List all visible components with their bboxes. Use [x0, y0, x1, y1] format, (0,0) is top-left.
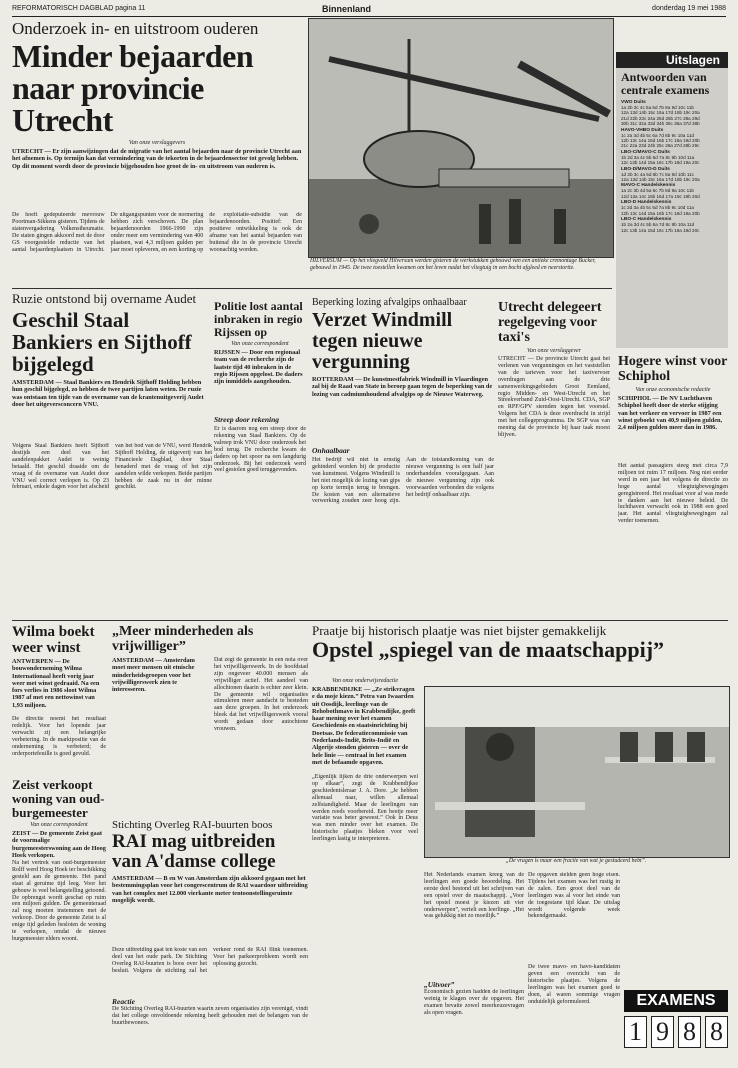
- lead-intro: UTRECHT — Er zijn aanwijzingen dat de migratie van het aantal bejaarden naar de provincie Utrecht aan het afnemen is. Op termijn kan dat vermindering van de tekorten in de bejaardensector tot gevolg hebben. Op dit moment wordt door de provincie bijgehouden hoe groot de in- en uitstroom van ouderen is.: [12, 148, 302, 170]
- exam-answer-line: 12c 13b 14a 15d 16c 17b 18a 19d 20c: [621, 227, 700, 233]
- plaatje-col3: [528, 872, 620, 1024]
- lead-body: De hoeft gedeputeerde mevrouw Poortman-Sikkens gisteren. Tijdens de statenvergadering Volkenstheumatie. De staten gingen akkoord met de door GS voorgestelde reductie van het aantal bejaardenplaatsen in Utrecht. De uitgangspunten voor de normering hebben zich verschoven. De plan bejaardenoorden 1966-1990 zijn onder meer een vermindering van 400 plaatsen, wat 4,3 miljoen gulden per jaar moet opleveren, en een korting op de exploitatie-subsidie van de bejaardenoorden. Positief: Een positieve ontwikkeling is ook de afname van het aantal bejaarden van buitenaf die in de provincie Utrecht woonachtig worden.: [12, 212, 302, 253]
- plaatje-lead: KRABBENDIJKE — „Ze strikvragen e da moje kiezn.” Petra van Iwaarden uit Oosdijk, leerlinge van de Rehobothmavo in Krabbendijke, geeft haar mening over het examen Geschiedenis en staatsinrichting bij Doetsas. De federatiecommissie van Nederlands-Indië, Brits-Indië en Algerije stonden gisteren — over de hele linie — centraal in het examen met de befaamde opgaven.: [312, 686, 416, 766]
- exam-title: Antwoorden van centrale examens: [621, 70, 710, 97]
- rai-headline[interactable]: RAI mag uitbreiden van A'damse college: [112, 831, 276, 872]
- taxi-headline[interactable]: Utrecht delegeert regelgeving voor taxi's: [498, 300, 602, 345]
- vrijwilliger-body: Dat zegt de gemeente in een nota over het vrijwilligerswerk. In de hoofdstad zijn ongeveer 40.000 mensen als vrijwilliger actief. Het aandeel van allochtonen daarin is echter zeer klein. De gemeente wil organisaties stimuleren meer aandacht te besteden aan deze groepen. In het onderzoek bleek dat het vrijwilligerswerk vooral wordt gedaan door autochtone vrouwen.: [214, 657, 308, 733]
- schiphol-article: [618, 354, 728, 633]
- uitslagen-banner: Uitslagen: [616, 52, 728, 68]
- staal-kicker: Ruzie ontstond bij overname Audet: [12, 291, 197, 306]
- vrijwilliger-article: [112, 624, 308, 817]
- exam-answer-line: 1c 2a 3d 4b 5c 6a 7d 8b 9c 10a 11d: [621, 132, 694, 138]
- exam-answer-line: 21c 22a 23d 24b 25c 26a 27d 28b 29c: [621, 143, 700, 149]
- lead-kicker: Onderzoek in- en uitstroom ouderen: [12, 19, 259, 38]
- year-digit: 9: [651, 1016, 674, 1048]
- wilma-headline[interactable]: Wilma boekt weer winst: [12, 624, 95, 656]
- rai-body: Deze uitbreiding gaat ten koste van een deel van het oude park. De Stichting Overleg RAI-buurten is boos over het besluit. Volgens de stichting zal het verkeer rond de RAI flink toenemen. Voor het parkeerprobleem wordt een oplossing gezocht.: [112, 947, 308, 974]
- rijssen-article: [214, 300, 306, 566]
- rijssen-byline: Van onze correspondent: [231, 341, 289, 347]
- exam-section-title: LBO-D Handelskennis: [621, 200, 672, 206]
- staal-lead: AMSTERDAM — Staal Bankiers en Hendrik Sijthoff Holding hebben hun geschil bijgelegd, zo hebben de twee partijen laten weten. De ruzie was ontstaan ten tijde van de overname van de krantenuitgeverij Audet door het uitgeversconcern VNU.: [12, 379, 204, 408]
- vrijwilliger-lead: AMSTERDAM — Amsterdam moet meer mensen uit etnische minderheidsgroepen voor het vrijwilligerswerk zien te interesseren.: [112, 657, 195, 694]
- rai-lead: AMSTERDAM — B en W van Amsterdam zijn akkoord gegaan met het bestemmingsplan voor het congrescentrum de RAI waardoor uitbreiding van het complex met 12.000 vierkante meter tentoonstellingsruimte mogelijk wordt.: [112, 875, 308, 904]
- wilma-article: [12, 624, 106, 796]
- exam-answers: [621, 100, 723, 233]
- exam-section-title: HAVO-VHBO Duits: [621, 127, 664, 133]
- plaatje-col2: [424, 872, 524, 1029]
- exam-section-title: LBO-C Handelskennis: [621, 217, 672, 223]
- staal-headline[interactable]: Geschil Staal Bankiers en Sijthoff bijgelegd: [12, 308, 192, 376]
- schiphol-body: Het aantal passagiers steeg met circa 7,9 miljoen tot ruim 17 miljoen. Nog niet eerder werd in een jaar het volgens de directie zo hoge aantal vliegtuigbewegingen geregistreerd. Het resultaat voor af was mede te danken aan het nieuwe beleid. De luchthaven verwacht ook in 1988 een goed jaar. Het aantal vliegtuigbewegingen zal verder toenemen.: [618, 463, 728, 525]
- year-digit: 1: [624, 1016, 647, 1048]
- windmill-lead: ROTTERDAM — De kunstmestfabriek Windmill in Vlaardingen zal bij de Raad van State in beroep gaan tegen de beperking van de lozing van cadmiumhoudend afvalgips op de Nieuwe Waterweg.: [312, 376, 493, 398]
- schiphol-headline[interactable]: Hogere winst voor Schiphol: [618, 354, 728, 384]
- exam-hall-photo: [424, 686, 730, 858]
- exam-answer-line: 1c 2d 3a 4b 5c 6d 7a 8b 9c 10d 11a: [621, 205, 694, 211]
- rijssen-subhead: Streep door rekening: [214, 415, 280, 424]
- exam-section-title: LBO-D/MAVO-D Duits: [621, 166, 670, 172]
- exam-answer-line: 1a 2b 3c 4c 5a 6d 7b 8a 9d 10c 11b: [621, 105, 694, 110]
- year-digits: [624, 1016, 728, 1048]
- issue-date: donderdag 19 mei 1988: [652, 5, 726, 12]
- windmill-body: Het bedrijf wil niet in ernstig gehinderd worden bij de productie van kunstmest. Volgens Windmill is het niet mogelijk de lozing van gips op korte termijn terug te brengen. De kosten van een alternatieve verwerking zouden zeer hoog zijn. Aan de totstandkoming van de nieuwe vergunning is een half jaar onderhandelen voorafgegaan. Aan de nieuwe vergunning zijn ook voorwaarden verbonden die volgens het bedrijf onhaalbaar zijn.: [312, 457, 494, 505]
- schiphol-byline: Van onze economische redactie: [635, 387, 711, 393]
- examens-logo: [624, 990, 728, 1060]
- helicopter-illustration: [309, 19, 613, 257]
- taxi-byline: Van onze verslaggever: [527, 348, 581, 354]
- exam-answer-line: 1b 2d 3a 4c 5b 6d 7a 8c 9b 10d 11a: [621, 154, 695, 160]
- rijssen-lead: RIJSSEN — Door een regionaal team van de recherche zijn de laatste tijd 40 inbraken in de regio Rijssen opgelost. De daders zijn inmiddels aangehouden.: [214, 349, 303, 386]
- windmill-kicker: Beperking lozing afvalgips onhaalbaar: [312, 297, 467, 308]
- plaatje-body2: Het Nederlands examen kreeg van de leerlingen een goede beoordeling. Het eerste deel bestond uit het schrijven van een opstel over de maatschappij. „Voor het opstel moest je kiezen uit vier onderwerpen”, vertelt een leerlinge. „Het was gelukkig niet zo moeilijk.”: [424, 872, 524, 920]
- lead-byline: Van onze verslaggevers: [128, 140, 186, 146]
- plaatje-kicker: Praatje bij historisch plaatje was niet bijster gemakkelijk: [312, 623, 607, 638]
- windmill-subhead: Onhaalbaar: [312, 446, 350, 455]
- exam-answer-line: 12a 13d 14b 15c 16a 17d 18b 19c 20a: [621, 177, 700, 183]
- wilma-lead: ANTWERPEN — De bouwonderneming Wilma Internationaal heeft vorig jaar weer met winst gedraaid. Na een fors verlies in 1986 sloot Wilma 1987 af met een nettowinst van 1,93 miljoen.: [12, 658, 100, 709]
- rai-kicker: Stichting Overleg RAI-buurten boos: [112, 819, 273, 831]
- exam-section-title: VWO Duits: [621, 100, 646, 105]
- exam-sidebar: [616, 52, 728, 348]
- windmill-headline[interactable]: Verzet Windmill tegen nieuwe vergunning: [312, 309, 453, 373]
- helicopter-photo: [308, 18, 614, 258]
- exam-section-title: MAVO-C Handelskennis: [621, 183, 676, 189]
- rijssen-body: Er is daarom nog een streep door de rekening van Staal Bankiers. Op de valreep trok VNU door onderzoek het bod terug. De recherche kwam de daders op het spoor na een langdurig onderzoek. Bij het onderzoek werd veel gestolen goed teruggevonden.: [214, 426, 306, 474]
- staal-body: Volgens Staal Bankiers heeft Sijthoff destijds een deel van het aandelenpakket Audet te weinig betaald. Het geschil draaide om de vraag of de overname van Audet door VNU wel correct verlopen is. Op 23 februari, enkele dagen voor het afscheid van het bod van de VNU, werd Hendrik Sijthoff Holding, de uitgeverij van het Financieele Dagblad, door Staal benaderd met de vraag of het zijn aandelen wilde verkopen. Beide partijen hebben de zaak nu in der minne geschikt.: [12, 443, 212, 491]
- examens-word: EXAMENS: [624, 990, 728, 1012]
- exam-answer-line: 12b 13c 14d 15a 16b 17c 18d 19a 20b: [621, 210, 700, 216]
- plaatje-body: „Eigenlijk lijken de drie onderwerpen wel op elkaar”, zegt de Krabbendijkse geschiedenisleraar J. A. Dore. „Je hebben allemaal naar, willen allemaal zelfstandigheid. Maar de leerlingen van werden reeds voorbereid. Een beetje meer variatie was beter geweest.” Ook in Deus was men minder over het examen. De historische plaatjes bleken voor veel leerlingen lastig te interpreteren.: [312, 774, 418, 843]
- exam-answer-line: 30b 31c 32a 33d 34b 35c 36a 37d 38b: [621, 121, 700, 127]
- paper-name: REFORMATORISCH DAGBLAD pagina 11: [12, 5, 146, 12]
- zeist-lead: ZEIST — De gemeente Zeist gaat de voormalige burgemeesterswoning aan de Hoog Hoek verkopen.: [12, 830, 106, 858]
- exam-answer-line: 1b 2a 3d 4c 5b 6a 7d 8c 9b 10a 11d: [621, 222, 695, 228]
- helicopter-caption: HILVERSUM — Op het vliegveld Hilversum werden gisteren de werkstukken gebouwd van een antieke cremontage Bucker, gebouwd in 1945. De twee toestellen kwamen om het leven nadat het vliegtuig in een bocht afgleed en neerstortte.: [310, 258, 596, 271]
- rai-body2: De Stichting Overleg RAI-buurten waarin zeven organisaties zijn verenigd, vindt dat het college onvoldoende rekening heeft gehouden met de belangen van de buurtbewoners.: [112, 1006, 308, 1026]
- page-header: [12, 4, 726, 17]
- plaatje-article: [312, 624, 728, 662]
- plaatje-body4: De opgaven stelden geen hoge eisen. Tijdens het examen was het rustig in de zalen. Een groot deel van de leerlingen was al voor het einde van de toegestane tijd klaar. De uitslag wordt volgende week bekendgemaakt.: [528, 872, 620, 920]
- exam-answer-line: 12b 13c 14a 15d 16b 17c 18a 19d 20b: [621, 138, 700, 144]
- exam-hall-illustration: [425, 687, 729, 857]
- exam-answer-line: 12a 13d 14b 15c 16a 17d 18b 19c 20a: [621, 110, 700, 116]
- exam-answer-line: 1d 2b 3c 4a 5d 6b 7c 8a 9d 10b 11c: [621, 171, 694, 177]
- staal-article: [12, 292, 212, 611]
- plaatje-headline[interactable]: Opstel „spiegel van de maatschappij”: [312, 637, 665, 662]
- section-name: Binnenland: [322, 4, 371, 14]
- plaatje-byline: Van onze onderwijsredactie: [331, 678, 399, 684]
- taxi-body: UTRECHT — De provincie Utrecht gaat het verlenen van vergunningen en het vaststellen van de tarieven voor het taxivervoer overdragen aan de drie samenwerkingsgebieden Groot Eemland, regio Midden- en West-Utrecht en het Streekverband Zuid-Oost-Utrecht. CDA, SGP en RPF/GPV stemden tegen het voorstel. Volgens het CDA is deze overdracht in strijd met het collegeprogramma. De SGP was van mening dat de provincie bij haar taak moest blijven.: [498, 356, 610, 438]
- plaatje-body3: Economisch gezien hadden de leerlingen weinig te klagen over de opgaven. Het examen bevatte zowel meerkeuzevragen als open vragen.: [424, 989, 524, 1016]
- schiphol-lead: SCHIPHOL — De NV Luchthaven Schiphol heeft door de sterke stijging van het verkeer en vervoer in 1987 een winst geboekt van 40,9 miljoen gulden, 2,4 miljoen gulden meer dan in 1986.: [618, 395, 723, 432]
- rai-article: [112, 818, 308, 1040]
- exam-answer-line: 1a 2c 3b 4d 5a 6c 7b 8d 9a 10c 11b: [621, 188, 694, 194]
- lead-headline[interactable]: Minder bejaarden naar provincie Utrecht: [12, 38, 254, 138]
- zeist-body: Na het vertrek van oud-burgemeester Rolff werd Hoog Hoek ter beschikking gesteld aan de gemeente. Het pand staat al geruime tijd leeg. Voor het gebouw is veel belangstelling getoond. De opbrengst wordt geschat op ruim een miljoen gulden. De gemeenteraad zal nog moeten instemmen met de verkoop. Door de gemeente Zeist is al enige tijd geleden besloten de woning te verkopen, omdat de nieuwe burgemeester elders woont.: [12, 860, 106, 942]
- plaatje-col1: [312, 678, 418, 994]
- year-digit: 8: [705, 1016, 728, 1048]
- exam-answer-line: 12d 13a 14c 15b 16d 17a 18c 19b 20d: [621, 193, 700, 199]
- zeist-byline: Van onze correspondent: [30, 822, 88, 828]
- year-digit: 8: [678, 1016, 701, 1048]
- rai-subhead: Reactie: [112, 997, 135, 1006]
- exam-photo-caption: „De vragen is maar een fractie van wat je gestudeerd hebt”.: [505, 858, 647, 864]
- vrijwilliger-headline[interactable]: „Meer minderheden als vrijwilliger”: [112, 624, 254, 654]
- plaatje-body5: De twee mavo- en havo-kandidaten geven een overzicht van de historische plaatjes. Volgens de leerlingen was het examen goed te doen, al waren sommige vragen onduidelijk geformuleerd.: [528, 964, 620, 1005]
- exam-answer-line: 12c 13b 14d 15a 16c 17b 18d 19a 20c: [621, 160, 700, 166]
- windmill-article: [312, 296, 494, 625]
- zeist-headline[interactable]: Zeist verkoopt woning van oud-burgemeester: [12, 777, 105, 820]
- taxi-article: [498, 300, 610, 566]
- lead-article: [12, 20, 302, 292]
- exam-section-title: LBO-C/MAVO-C Duits: [621, 149, 670, 155]
- wilma-body: De directie noemt het resultaat redelijk. Voor het lopende jaar verwacht zij een belangrijke verbetering. In de marktpositie van de onderneming is verbeterd; de orderportefeuille is goed gevuld.: [12, 716, 106, 757]
- zeist-article: [12, 778, 106, 1060]
- divider: [12, 620, 728, 621]
- rijssen-headline[interactable]: Politie lost aantal inbraken in regio Rijssen op: [214, 299, 303, 339]
- exam-answer-line: 21d 22b 23c 24a 25d 26b 27c 28a 29d: [621, 115, 700, 121]
- divider: [12, 288, 612, 289]
- plaatje-subhead: „Uitvoer”: [424, 980, 455, 989]
